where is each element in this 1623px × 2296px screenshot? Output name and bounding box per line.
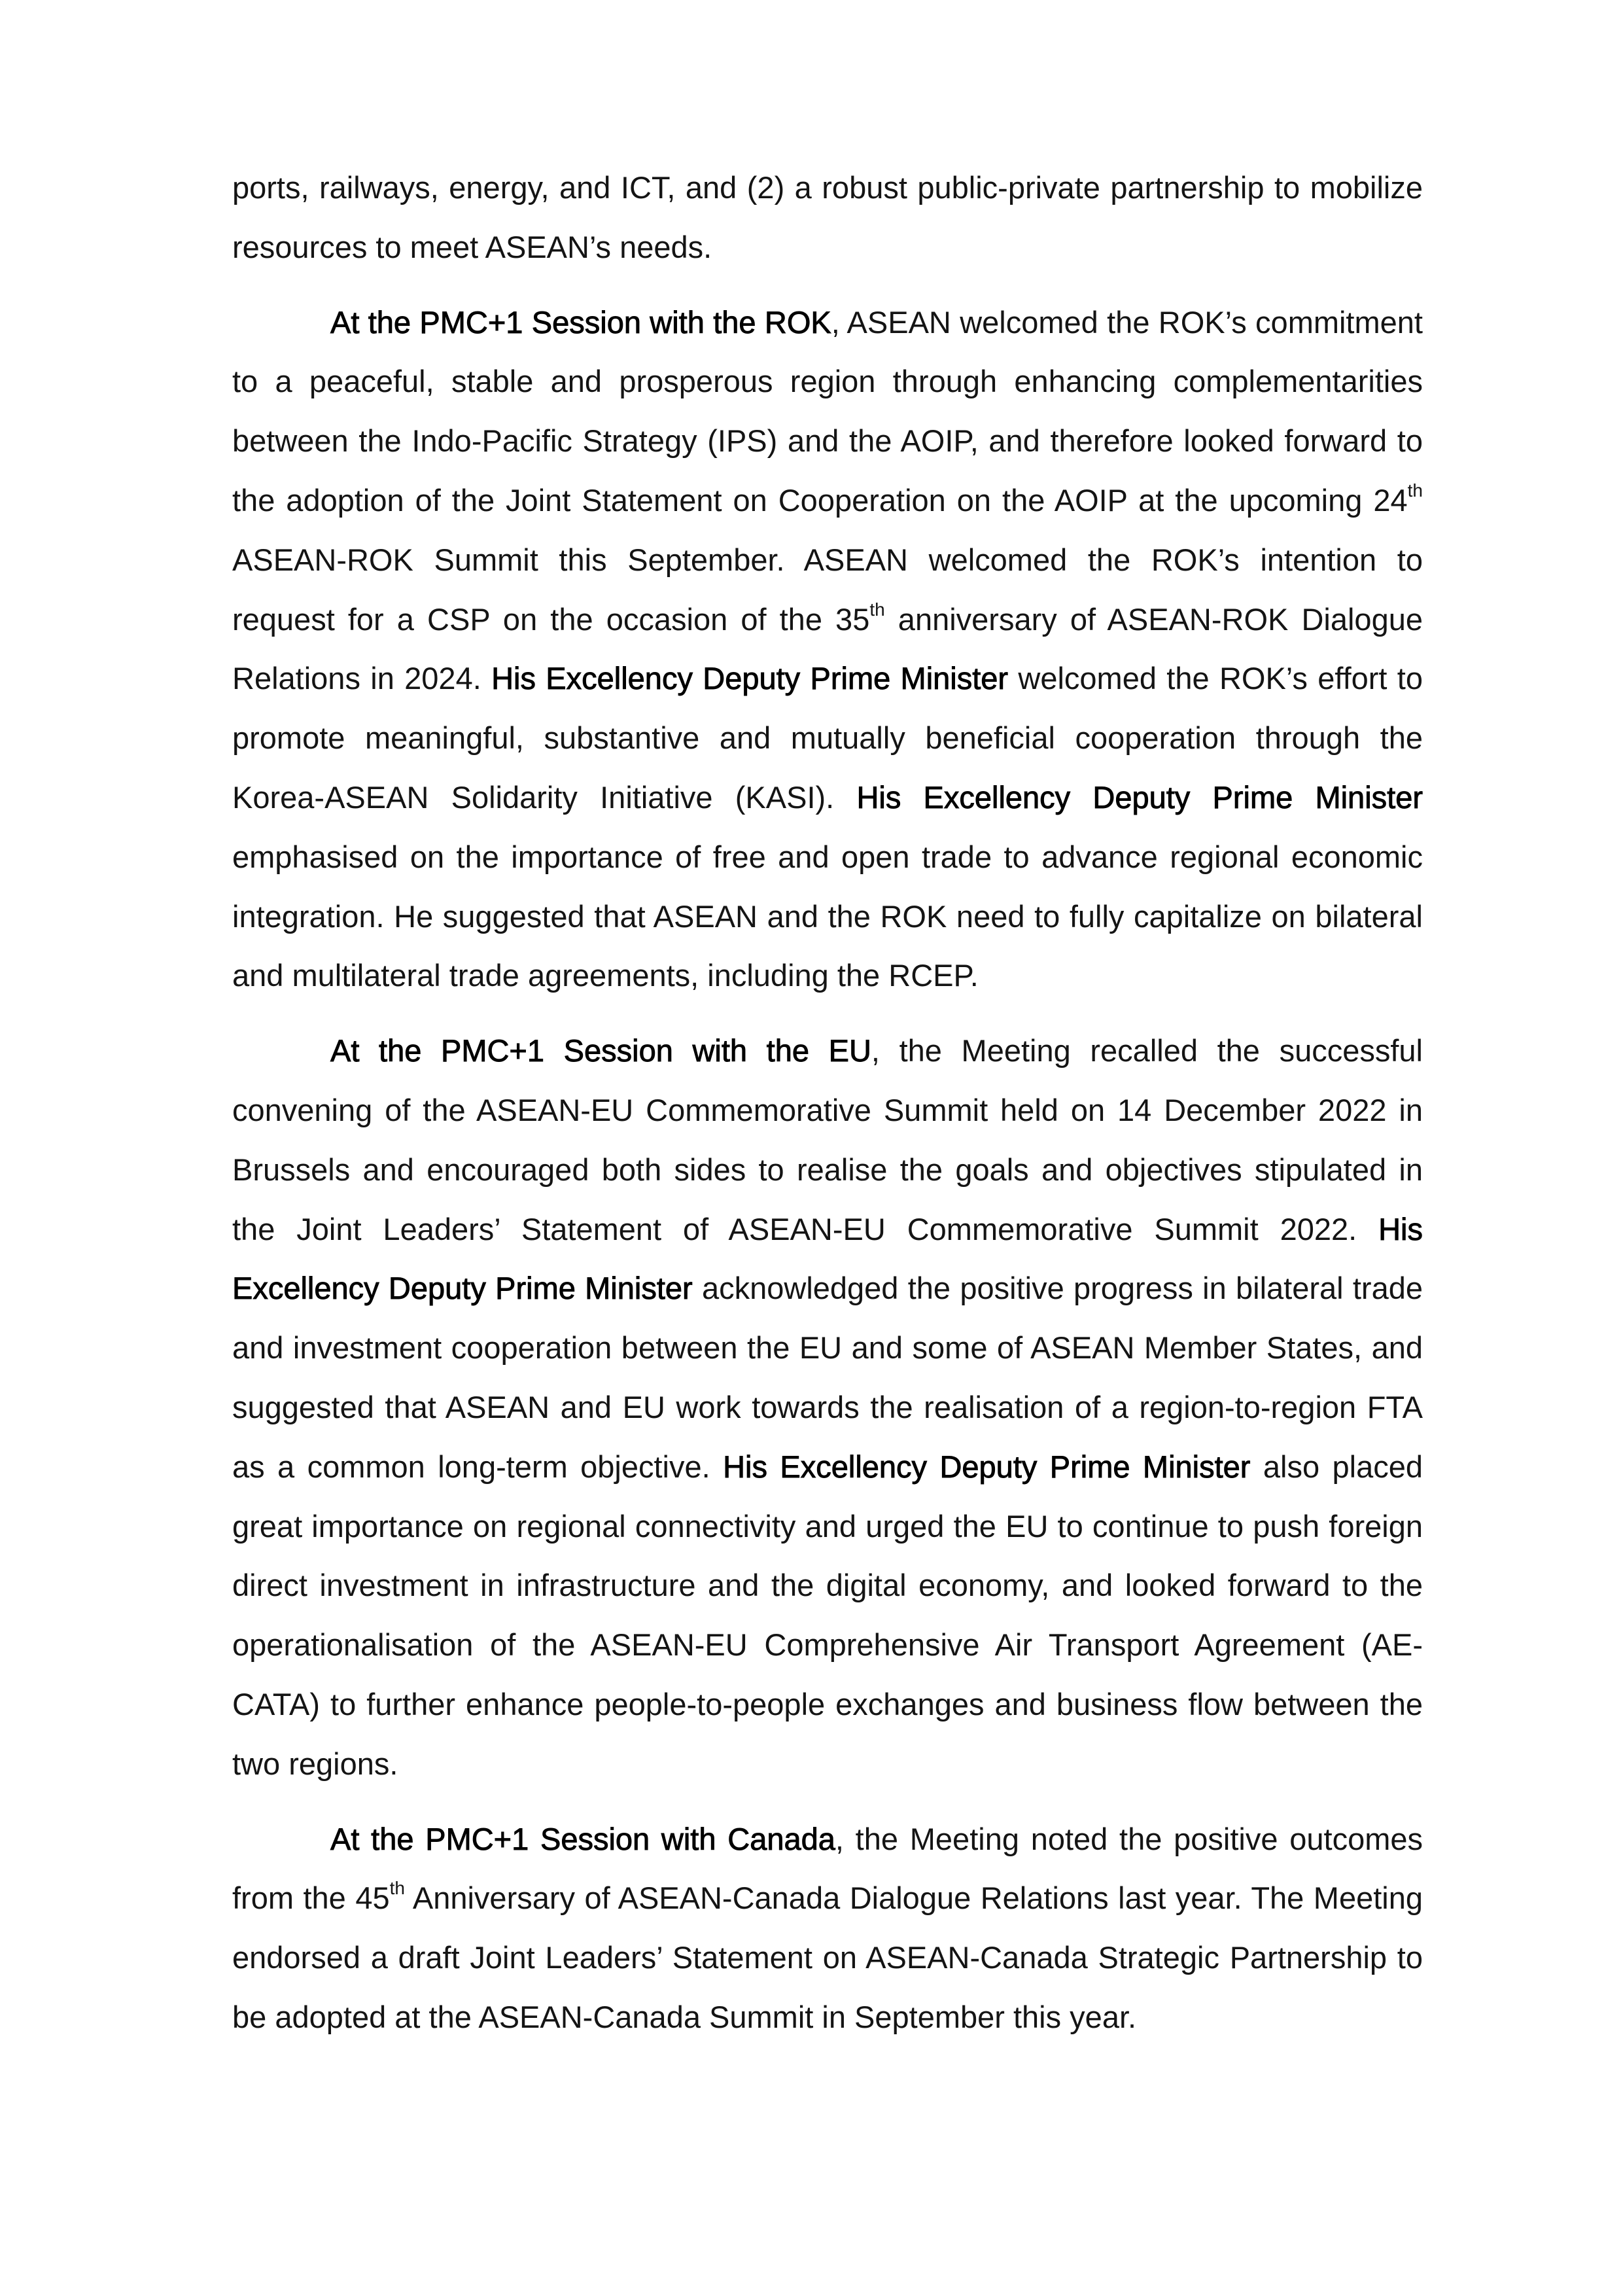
ordinal-suffix: th bbox=[389, 1878, 405, 1899]
ordinal-suffix: th bbox=[1407, 480, 1423, 501]
ordinal-suffix: th bbox=[869, 599, 885, 620]
paragraph-text: anniversary of ASEAN-ROK Dialogue Relations in 2024. bbox=[232, 601, 1423, 696]
session-heading-rok: At the PMC+1 Session with the ROK bbox=[330, 304, 831, 340]
paragraph-text: ASEAN-ROK Summit this September. ASEAN welcomed the ROK’s intention to request for a CSP on the occasion of the 35 bbox=[232, 542, 1423, 637]
speaker-title: His Excellency Deputy Prime Minister bbox=[491, 661, 1009, 696]
speaker-title: His Excellency Deputy Prime Minister bbox=[232, 1211, 1423, 1306]
paragraph-text: also placed great importance on regional connectivity and urged the EU to continue to push foreign direct investment in infrastructure and the digital economy, and looked forward to the operationalisation of the ASEAN-EU Comprehensive Air Transport Agreement (AE-CATA) to further enhance people-to-people exchanges and business flow between the two regions. bbox=[232, 1449, 1423, 1781]
paragraph-canada-session bbox=[232, 1810, 1423, 2047]
paragraph-text: , the Meeting recalled the successful convening of the ASEAN-EU Commemorative Summit held on 14 December 2022 in Brussels and encouraged both sides to realise the goals and objectives stipulated in the Joint Leaders’ Statement of ASEAN-EU Commemorative Summit 2022. bbox=[232, 1033, 1423, 1246]
paragraph-rok-session bbox=[232, 293, 1423, 1006]
session-heading-canada: At the PMC+1 Session with Canada bbox=[330, 1821, 835, 1856]
paragraph-text: Anniversary of ASEAN-Canada Dialogue Relations last year. The Meeting endorsed a draft Joint Leaders’ Statement on ASEAN-Canada Strategic Partnership to be adopted at the ASEAN-Canada Summit in September this year. bbox=[232, 1881, 1423, 2034]
paragraph-text: emphasised on the importance of free and open trade to advance regional economic integration. He suggested that ASEAN and the ROK need to fully capitalize on bilateral and multilateral trade agreements, including the RCEP. bbox=[232, 839, 1423, 993]
session-heading-eu: At the PMC+1 Session with the EU bbox=[330, 1033, 871, 1069]
paragraph-text: welcomed the ROK’s effort to promote meaningful, substantive and mutually beneficial cooperation through the Korea-ASEAN Solidarity Initiative (KASI). bbox=[232, 661, 1423, 815]
paragraph-text: , the Meeting noted the positive outcomes from the 45 bbox=[232, 1821, 1423, 1916]
speaker-title: His Excellency Deputy Prime Minister bbox=[856, 779, 1423, 815]
paragraph-continuation bbox=[232, 158, 1423, 277]
document-page bbox=[232, 158, 1423, 2063]
speaker-title: His Excellency Deputy Prime Minister bbox=[723, 1449, 1251, 1484]
paragraph-text: acknowledged the positive progress in bilateral trade and investment cooperation between the EU and some of ASEAN Member States, and suggested that ASEAN and EU work towards the realisation of a region-to-region FTA as a common long-term objective. bbox=[232, 1271, 1423, 1484]
paragraph-text: ports, railways, energy, and ICT, and (2) a robust public-private partnership to mobilize resources to meet ASEAN’s needs. bbox=[232, 170, 1423, 264]
paragraph-text: , ASEAN welcomed the ROK’s commitment to a peaceful, stable and prosperous region through enhancing complementarities between the Indo-Pacific Strategy (IPS) and the AOIP, and therefore looked forward to the adoption of the Joint Statement on Cooperation on the AOIP at the upcoming 24 bbox=[232, 304, 1423, 518]
paragraph-eu-session bbox=[232, 1021, 1423, 1793]
